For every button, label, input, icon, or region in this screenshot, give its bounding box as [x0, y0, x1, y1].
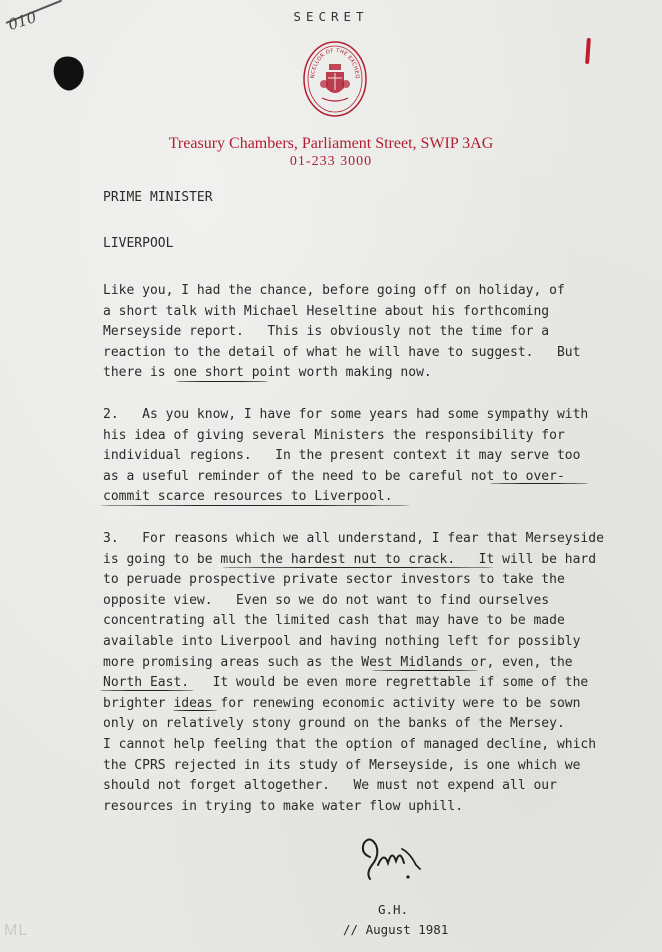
text-line: brighter ideas for renewing economic activity were to be sown — [103, 695, 581, 711]
handwritten-underline — [372, 670, 478, 671]
paragraph-1 — [103, 281, 580, 384]
text-line: reaction to the detail of what he will have to suggest. But — [103, 344, 581, 360]
text-line: 3. For reasons which we all understand, I fear that Merseyside — [103, 531, 604, 546]
text-line: North East. It would be even more regrettable if some of the — [103, 675, 589, 691]
classification-marking: SECRET — [293, 9, 369, 24]
red-pen-mark — [585, 38, 591, 64]
text-line: as a useful reminder of the need to be careful not to over- — [103, 468, 565, 484]
text-line: only on relatively stony ground on the banks of the Mersey. — [103, 716, 565, 732]
letter-date: // August 1981 — [343, 922, 449, 937]
initials: G.H. — [378, 902, 409, 917]
handwritten-underline — [100, 690, 194, 691]
letterhead-address: Treasury Chambers, Parliament Street, SWIP 3AG — [168, 135, 494, 152]
text-line: there is one short point worth making now. — [103, 365, 432, 381]
seal-text: NCELLOR OF THE EXCHEQ — [309, 47, 361, 80]
text-line: the CPRS rejected in its study of Merseyside, is one which we — [103, 757, 581, 773]
paragraph-2 — [103, 405, 588, 508]
handwritten-underline — [176, 381, 268, 382]
text-line: is going to be much the hardest nut to crack. It will be hard — [103, 551, 597, 567]
subject: LIVERPOOL — [103, 236, 174, 251]
handwritten-underline — [173, 710, 217, 711]
text-line: a short talk with Michael Heseltine about his forthcoming — [103, 303, 550, 319]
exchequer-seal — [302, 40, 368, 122]
text-line: opposite view. Even so we do not want to find ourselves — [103, 592, 550, 608]
text-line: his idea of giving several Ministers the responsibility for — [103, 427, 565, 443]
handwritten-underline — [490, 483, 588, 484]
text-line: Merseyside report. This is obviously not the time for a — [103, 324, 550, 340]
corner-annotation: 010 — [5, 8, 39, 34]
text-line: to peruade prospective private sector investors to take the — [103, 572, 565, 588]
letterhead-phone: 01-233 3000 — [289, 154, 373, 169]
text-line: Like you, I had the chance, before going off on holiday, of — [103, 283, 565, 298]
text-line: concentrating all the limited cash that may have to be made — [103, 613, 565, 629]
handwritten-underline — [100, 505, 410, 506]
ink-blot — [49, 52, 89, 94]
text-line: individual regions. In the present context it may serve too — [103, 448, 581, 464]
text-line: 2. As you know, I have for some years had some sympathy with — [103, 407, 589, 422]
text-line: more promising areas such as the West Midlands or, even, the — [103, 654, 573, 670]
handwritten-signature — [356, 835, 436, 889]
handwritten-underline — [222, 567, 494, 568]
text-line: should not forget altogether. We must not expend all our — [103, 778, 557, 794]
text-line: available into Liverpool and having nothing left for possibly — [103, 633, 581, 649]
text-line: commit scarce resources to Liverpool. — [103, 489, 393, 505]
text-line: I cannot help feeling that the option of managed decline, which — [103, 736, 597, 752]
recipient: PRIME MINISTER — [103, 190, 213, 205]
text-line: resources in trying to make water flow uphill. — [103, 798, 464, 814]
paragraph-3 — [103, 529, 604, 817]
corner-watermark: ML — [4, 922, 29, 939]
